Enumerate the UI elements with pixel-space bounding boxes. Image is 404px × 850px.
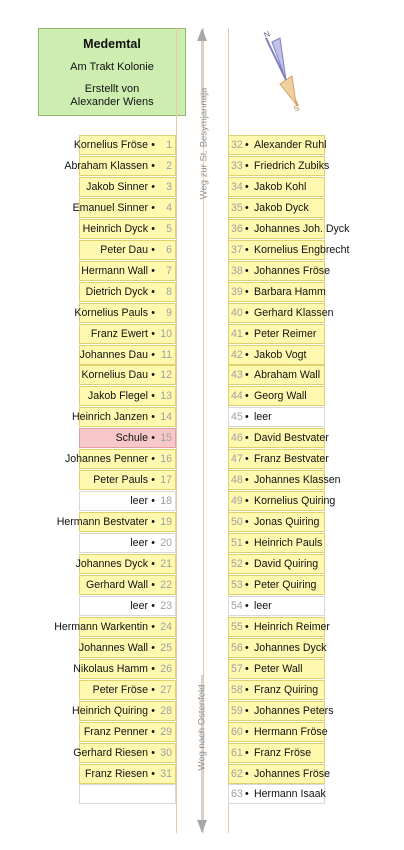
separator-dot: • <box>151 180 155 193</box>
lot-plot <box>79 784 176 804</box>
owner-name: Johannes Dyck <box>75 558 148 570</box>
separator-dot: • <box>245 662 249 675</box>
lot <box>228 512 325 532</box>
lot <box>72 198 176 218</box>
title-box <box>38 28 186 116</box>
lot <box>228 680 325 700</box>
separator-dot: • <box>245 537 249 550</box>
owner-name: Jakob Kohl <box>254 180 307 193</box>
credit-line-2: Alexander Wiens <box>70 96 154 108</box>
separator-dot: • <box>151 704 155 717</box>
separator-dot: • <box>245 306 249 319</box>
separator-dot: • <box>151 641 155 654</box>
lot <box>54 617 176 637</box>
owner-name: Abraham Wall <box>254 369 321 382</box>
lot-school <box>79 428 176 448</box>
separator-dot: • <box>151 516 155 529</box>
separator-dot: • <box>245 704 249 717</box>
lot <box>228 491 336 511</box>
separator-dot: • <box>151 348 155 361</box>
separator-dot: • <box>245 201 249 214</box>
owner-name: David Quiring <box>254 558 319 570</box>
lot <box>228 784 325 804</box>
lot-number: 30 <box>160 746 172 759</box>
lot <box>73 743 176 763</box>
lot-number: 17 <box>160 474 172 487</box>
credit-line-1: Erstellt von <box>84 83 140 95</box>
lot <box>228 219 350 239</box>
lot-number: 22 <box>160 578 172 591</box>
lot <box>228 428 329 448</box>
lot <box>73 659 176 679</box>
separator-dot: • <box>245 599 249 612</box>
separator-dot: • <box>151 578 155 591</box>
lot-number: 31 <box>160 767 172 780</box>
compass-north-label: N <box>262 29 272 40</box>
lot <box>79 324 176 344</box>
lot <box>228 261 330 281</box>
map-subtitle: Am Trakt Kolonie <box>70 61 154 73</box>
lot <box>74 303 176 323</box>
separator-dot: • <box>151 537 155 550</box>
lot-number: 36 <box>231 222 243 235</box>
owner-name: Hermann Isaak <box>254 788 326 801</box>
lot-number: 8 <box>166 285 172 298</box>
map-credit <box>39 83 185 109</box>
lot <box>228 743 325 763</box>
owner-name: Georg Wall <box>254 390 307 403</box>
lot <box>72 407 176 427</box>
separator-dot: • <box>245 558 249 570</box>
owner-name: Peter Quiring <box>254 578 317 591</box>
separator-dot: • <box>151 495 155 508</box>
lot <box>64 449 176 469</box>
lot-number: 7 <box>166 264 172 277</box>
owner-name: Hermann Bestvater <box>56 516 148 529</box>
separator-dot: • <box>245 411 249 424</box>
owner-name: Friedrich Zubiks <box>254 159 330 172</box>
owner-name: David Bestvater <box>254 432 329 445</box>
lot-number: 45 <box>231 411 243 424</box>
lot <box>228 617 330 637</box>
owner-name: Johannes Dyck <box>254 641 327 654</box>
owner-name: Jakob Sinner <box>86 180 148 193</box>
owner-name: Kornelius Pauls <box>74 306 148 319</box>
lot-number: 3 <box>166 180 172 193</box>
lot <box>228 303 334 323</box>
owner-name: Gerhard Riesen <box>73 746 148 759</box>
separator-dot: • <box>151 264 155 277</box>
lot <box>79 470 176 490</box>
lot-number: 46 <box>231 432 243 445</box>
owner-name: Johannes Klassen <box>254 474 341 487</box>
owner-name: leer <box>254 411 272 424</box>
lot-number: 50 <box>231 516 243 529</box>
owner-name: Hermann Wall <box>81 264 148 277</box>
lot-number: 19 <box>160 516 172 529</box>
road-label-south: Weg nach Ostenfeld <box>196 684 208 771</box>
separator-dot: • <box>245 264 249 277</box>
separator-dot: • <box>245 369 249 382</box>
lot <box>228 470 341 490</box>
lot <box>79 240 176 260</box>
owner-name: Alexander Ruhl <box>254 139 327 151</box>
owner-name: Franz Ewert <box>90 327 148 340</box>
lot-number: 63 <box>231 788 243 801</box>
lot-number: 35 <box>231 201 243 214</box>
lot-number: 48 <box>231 474 243 487</box>
lot-number: 61 <box>231 746 243 759</box>
separator-dot: • <box>245 620 249 633</box>
separator-dot: • <box>245 474 249 487</box>
lot <box>228 764 330 784</box>
lot-number: 38 <box>231 264 243 277</box>
lot <box>56 512 176 532</box>
lot-number: 60 <box>231 725 243 738</box>
separator-dot: • <box>151 453 155 466</box>
separator-dot: • <box>245 390 249 403</box>
owner-name: Johannes Wall <box>78 641 148 654</box>
lot <box>228 701 334 721</box>
separator-dot: • <box>151 411 155 424</box>
lot <box>79 533 176 553</box>
separator-dot: • <box>151 683 155 696</box>
lot <box>228 198 325 218</box>
lot-number: 10 <box>160 327 172 340</box>
separator-dot: • <box>151 159 155 172</box>
owner-name: Franz Fröse <box>254 746 312 759</box>
lot <box>228 533 325 553</box>
owner-name: Emanuel Sinner <box>72 201 148 214</box>
lot <box>228 135 325 155</box>
lot <box>79 386 176 406</box>
owner-name: Kornelius Quiring <box>254 495 336 508</box>
lot-number: 15 <box>160 432 172 445</box>
lot-number: 6 <box>166 243 172 256</box>
lot <box>73 135 176 155</box>
lot-number: 62 <box>231 767 243 780</box>
lot-number: 55 <box>231 620 243 633</box>
separator-dot: • <box>151 662 155 675</box>
lot <box>228 156 330 176</box>
lot-number: 43 <box>231 369 243 382</box>
owner-name: Jakob Flegel <box>87 390 148 403</box>
lot <box>228 449 329 469</box>
owner-name: Heinrich Janzen <box>72 411 148 424</box>
owner-name: Franz Bestvater <box>254 453 329 466</box>
lot-number: 33 <box>231 159 243 172</box>
owner-name: Peter Pauls <box>93 474 148 487</box>
separator-dot: • <box>245 683 249 696</box>
lot <box>79 345 176 365</box>
owner-name: leer <box>254 599 272 612</box>
owner-name: Johannes Dau <box>79 348 148 361</box>
separator-dot: • <box>151 306 155 319</box>
owner-name: leer <box>130 537 148 550</box>
lot <box>79 638 176 658</box>
separator-dot: • <box>151 599 155 612</box>
owner-name: Peter Fröse <box>92 683 148 696</box>
separator-dot: • <box>151 620 155 633</box>
compass-needle <box>252 28 312 118</box>
lot <box>75 554 176 574</box>
lot-number: 32 <box>231 139 243 151</box>
lot-number: 29 <box>160 725 172 738</box>
lot-number: 57 <box>231 662 243 675</box>
lot <box>79 575 176 595</box>
separator-dot: • <box>245 641 249 654</box>
lot-number: 47 <box>231 453 243 466</box>
lot-number: 14 <box>160 411 172 424</box>
lot-number: 20 <box>160 537 172 550</box>
lot-number: 2 <box>166 159 172 172</box>
separator-dot: • <box>151 369 155 382</box>
separator-dot: • <box>151 201 155 214</box>
lot <box>228 554 325 574</box>
separator-dot: • <box>245 432 249 445</box>
lot-number: 23 <box>160 599 172 612</box>
owner-name: Peter Reimer <box>254 327 317 340</box>
owner-name: Johannes Joh. Dyck <box>254 222 350 235</box>
separator-dot: • <box>245 788 249 801</box>
separator-dot: • <box>151 474 155 487</box>
separator-dot: • <box>151 767 155 780</box>
owner-name: Franz Quiring <box>254 683 319 696</box>
separator-dot: • <box>245 159 249 172</box>
separator-dot: • <box>245 285 249 298</box>
lot-number: 21 <box>160 558 172 570</box>
lot <box>79 261 176 281</box>
lot-number: 1 <box>166 139 172 151</box>
separator-dot: • <box>151 285 155 298</box>
lot <box>228 365 325 385</box>
separator-dot: • <box>245 746 249 759</box>
lot <box>79 282 176 302</box>
lot <box>79 177 176 197</box>
lot <box>228 407 325 427</box>
lot-number: 34 <box>231 180 243 193</box>
lot-number: 42 <box>231 348 243 361</box>
owner-name: Johannes Fröse <box>254 767 330 780</box>
lot-number: 44 <box>231 390 243 403</box>
owner-name: Heinrich Dyck <box>82 222 148 235</box>
owner-name: Hermann Fröse <box>254 725 328 738</box>
owner-name: Kornelius Fröse <box>73 139 148 151</box>
owner-name: leer <box>130 599 148 612</box>
separator-dot: • <box>245 348 249 361</box>
owner-name: Jonas Quiring <box>254 516 320 529</box>
lot <box>79 722 176 742</box>
owner-name: Gerhard Klassen <box>254 306 334 319</box>
owner-name: Peter Dau <box>100 243 148 256</box>
lot-number: 28 <box>160 704 172 717</box>
owner-name: Dietrich Dyck <box>85 285 148 298</box>
lot <box>228 177 325 197</box>
lot-number: 54 <box>231 599 243 612</box>
separator-dot: • <box>245 767 249 780</box>
lot <box>72 701 176 721</box>
lot <box>228 240 350 260</box>
owner-name: Schule <box>115 432 148 445</box>
owner-name: Heinrich Quiring <box>72 704 148 717</box>
separator-dot: • <box>245 725 249 738</box>
separator-dot: • <box>151 243 155 256</box>
lot-number: 4 <box>166 201 172 214</box>
owner-name: Kornelius Engbrecht <box>254 243 350 256</box>
owner-name: Peter Wall <box>254 662 303 675</box>
lot <box>79 764 176 784</box>
separator-dot: • <box>245 222 249 235</box>
lot-number: 40 <box>231 306 243 319</box>
owner-name: Jakob Vogt <box>254 348 307 361</box>
lot <box>228 659 325 679</box>
lot-number: 12 <box>160 369 172 382</box>
lot <box>79 491 176 511</box>
owner-name: Johannes Penner <box>64 453 148 466</box>
owner-name: Johannes Peters <box>254 704 334 717</box>
lot-number: 13 <box>160 390 172 403</box>
lot <box>79 365 176 385</box>
lot <box>228 282 325 302</box>
lot-number: 16 <box>160 453 172 466</box>
lot <box>228 722 328 742</box>
compass <box>252 28 312 118</box>
lot-number: 49 <box>231 495 243 508</box>
lot-number: 9 <box>166 306 172 319</box>
owner-name: Jakob Dyck <box>254 201 309 214</box>
separator-dot: • <box>245 139 249 151</box>
lot <box>228 386 325 406</box>
lot <box>79 784 176 804</box>
lot <box>228 324 325 344</box>
separator-dot: • <box>245 578 249 591</box>
owner-name: Abraham Klassen <box>64 159 148 172</box>
owner-name: Gerhard Wall <box>85 578 148 591</box>
owner-name: Nikolaus Hamm <box>73 662 148 675</box>
separator-dot: • <box>245 327 249 340</box>
separator-dot: • <box>245 516 249 529</box>
compass-south-label: S <box>292 103 301 114</box>
owner-name: Barbara Hamm <box>254 285 326 298</box>
lot-number: 5 <box>166 222 172 235</box>
owner-name: Kornelius Dau <box>81 369 148 382</box>
lot <box>228 575 325 595</box>
lot-number: 25 <box>160 641 172 654</box>
lot-number: 53 <box>231 578 243 591</box>
separator-dot: • <box>245 243 249 256</box>
lot <box>79 596 176 616</box>
owner-name: Franz Riesen <box>85 767 148 780</box>
lot-number: 11 <box>161 348 172 361</box>
lot <box>79 680 176 700</box>
separator-dot: • <box>245 453 249 466</box>
owner-name: leer <box>130 495 148 508</box>
map-title: Medemtal <box>83 37 141 51</box>
lot-number: 26 <box>160 662 172 675</box>
lot-number: 27 <box>160 683 172 696</box>
owner-name: Johannes Fröse <box>254 264 330 277</box>
lot-number: 37 <box>231 243 243 256</box>
separator-dot: • <box>151 558 155 570</box>
separator-dot: • <box>151 222 155 235</box>
lot-number: 56 <box>231 641 243 654</box>
lot <box>228 596 325 616</box>
owner-name: Heinrich Reimer <box>254 620 330 633</box>
lot <box>64 156 176 176</box>
separator-dot: • <box>151 432 155 445</box>
separator-dot: • <box>151 139 155 151</box>
road-label-north: Weg zur St. Besymjannaja <box>198 87 210 200</box>
owner-name: Heinrich Pauls <box>254 537 323 550</box>
lot-number: 41 <box>231 327 243 340</box>
lot-number: 18 <box>160 495 172 508</box>
lot <box>228 345 325 365</box>
lot-number: 24 <box>160 620 172 633</box>
separator-dot: • <box>245 495 249 508</box>
separator-dot: • <box>151 327 155 340</box>
lot-number: 39 <box>231 285 243 298</box>
separator-dot: • <box>245 180 249 193</box>
lot-number: 59 <box>231 704 243 717</box>
lot <box>79 219 176 239</box>
owner-name: Franz Penner <box>83 725 148 738</box>
lot-number: 58 <box>231 683 243 696</box>
separator-dot: • <box>151 746 155 759</box>
lot-number: 51 <box>231 537 243 550</box>
lot <box>228 638 325 658</box>
separator-dot: • <box>151 390 155 403</box>
lot-number: 52 <box>231 558 243 570</box>
owner-name: Hermann Warkentin <box>54 620 148 633</box>
separator-dot: • <box>151 725 155 738</box>
